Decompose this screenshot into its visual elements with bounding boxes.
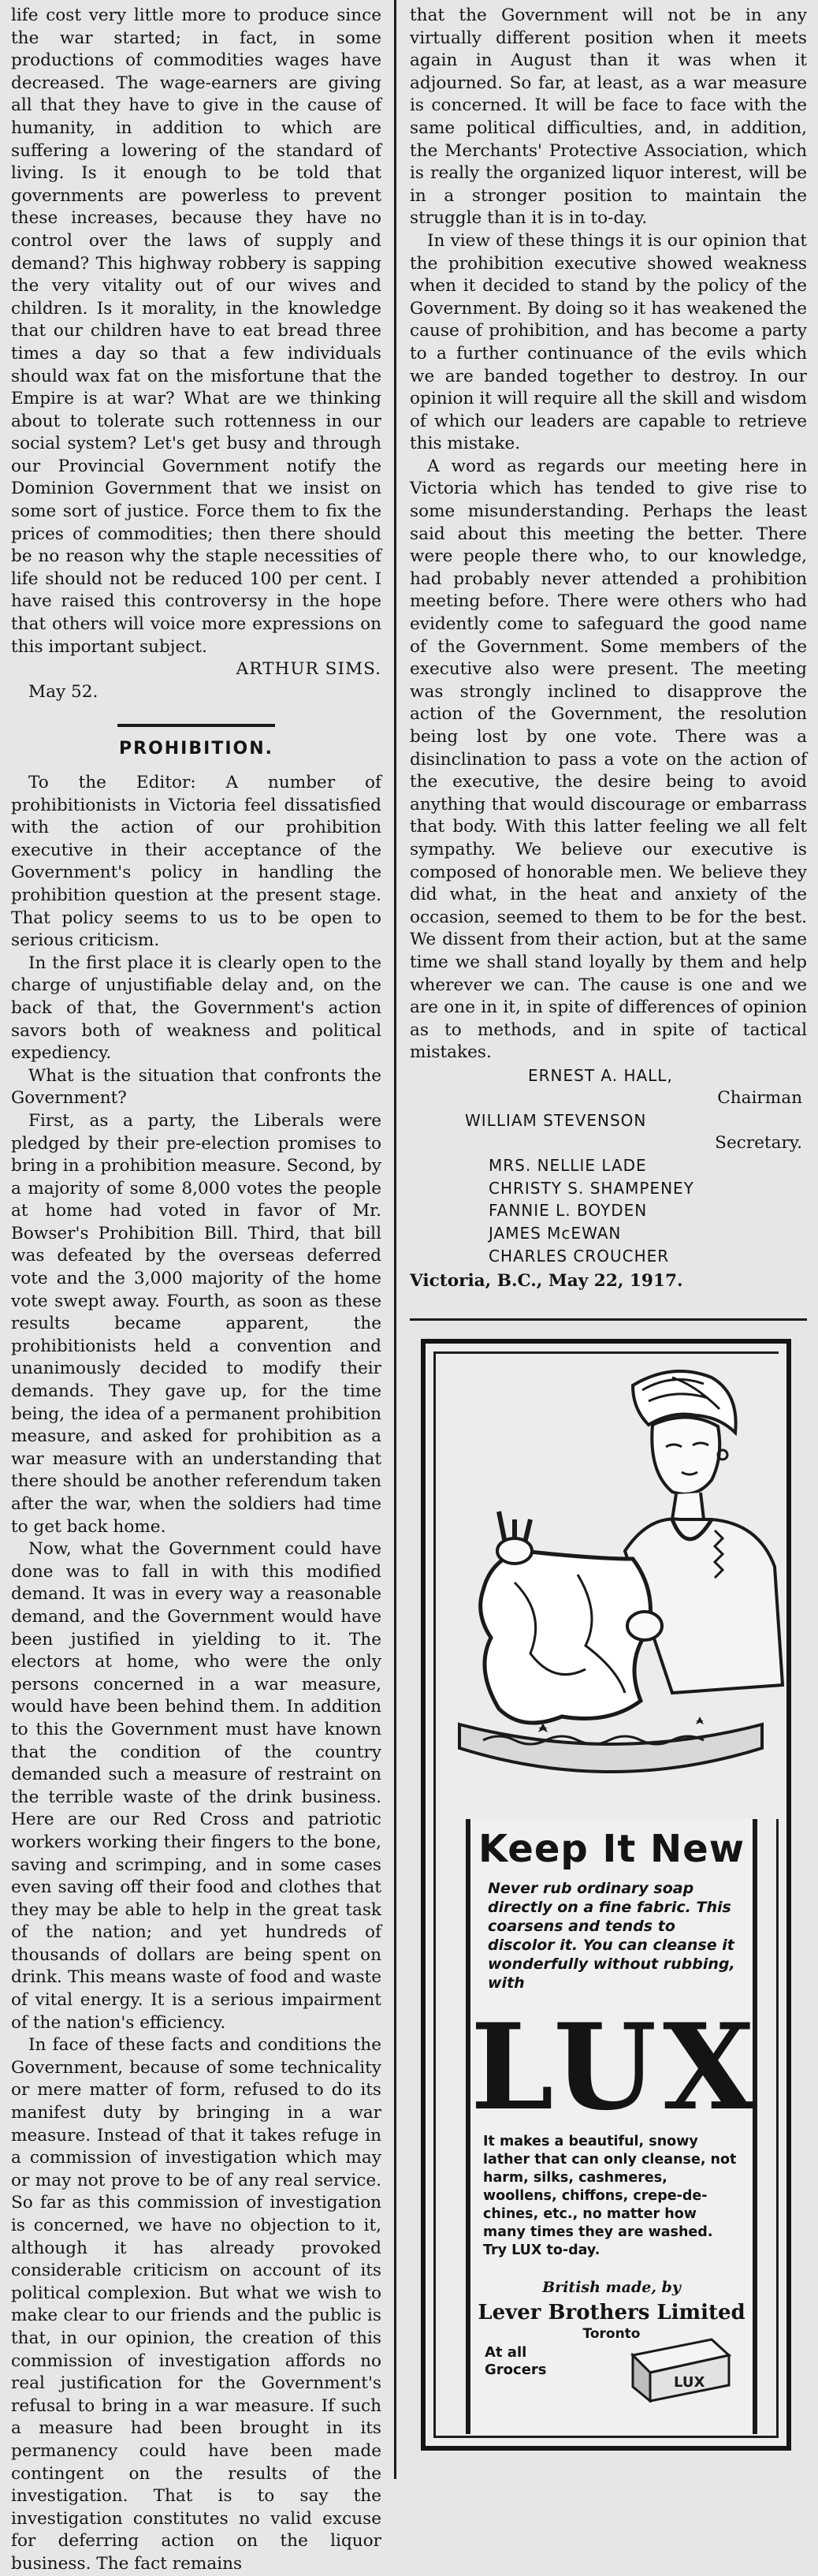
paragraph: that the Government will not be in any virtually different position when it meets again in August than it was when it adjourned. So far, at least, as a war measure is concerned. It will be face to face with the same political difficulties, and, in addition, the Merchants' Protective Association, which is really the organized liquor interest, will be in a stronger position to maintain the struggle than it is in to-day. [410, 6, 807, 229]
company-name: Lever Brothers Limited [478, 2301, 745, 2324]
company-city: Toronto [582, 2326, 641, 2342]
lux-package-icon [625, 2332, 735, 2403]
ad-copy: It makes a beautiful, snowy lather that can only cleanse, not harm, silks, cashmeres, woollens, chiffons, crepe-de-chines, etc., no matter how many times they are washed. Try LUX to-day. [483, 2134, 737, 2258]
letter-text: life cost very little more to produce since the war started; in fact, in some productions of commodities wages have decreased. The wage-earners are giving all that they have to give in the cause of humanity, in addition to which are suffering a lowering of the standard of living. Is it enough to be told that governments are powerless to prevent these increases, because they have no control over the laws of supply and demand? This highway robbery is sapping the very vitality out of our wives and children. Is it morality, in the knowledge that our children have to eat bread three times a day so that a few individuals should wax fat on the misfortune that the Empire is at war? What are we thinking about to tolerate such rottenness in our social system? Let's get busy and through our Provincial Government notify the Dominion Government that we insist on some sort of justice. Force them to fix the prices of commodities; then there should be no reason why the staple necessities of life should not be reduced 100 per cent. I have raised this controversy in the hope that others will voice more expressions on this important subject. [11, 6, 381, 657]
member-name: FANNIE L. BOYDEN [489, 1201, 648, 1221]
made-by: British made, by [542, 2279, 681, 2296]
ad-headline: Keep It New [478, 1827, 745, 1871]
left-column [11, 5, 386, 2576]
paragraph: Now, what the Government could have done was to fall in with this modified demand. It was in every way a reasonable demand, and the Government would have been justified in yielding to it. The electors at home, who were the only persons concerned in a war measure, would have been behind them. In addition to this the Government must have known that the condition of the country demanded such a measure of restraint on the terrible waste of the drink business. Here are our Red Cross and patriotic workers working their fingers to the bone, saving and scrimping, and in some cases even saving off their food and clothes that they may be able to help in the great task of the nation; and yet hundreds of thousands of dollars are being spent on drink. This means waste of food and waste of vital energy. It is a serious impairment of the nation's efficiency. [11, 1539, 381, 2033]
place-date: Victoria, B.C., May 22, 1917. [410, 1271, 683, 1292]
paragraph: What is the situation that confronts the Government? [11, 1065, 381, 1109]
member-name: MRS. NELLIE LADE [489, 1156, 647, 1176]
paragraph: In the first place it is clearly open to the charge of unjustifiable delay and, on the back of that, the Government's action savors both of weakness and political expediency. [11, 952, 381, 1064]
paragraph: In face of these facts and conditions the Government, because of some technicality or mere matter of form, refused to do its manifest duty by bringing in a war measure. Instead of that it takes refuge in a commission of investigation which may or may not prove to be of any real service. So far as this commission of investigation is concerned, we have no objection to it, although it has already provoked considerable criticism on account of its political complexion. But what we wish to make clear to our friends and the public is that, in our opinion, the creation of this commission of investigation affords no real justification for the Government's refusal to bring in a war measure. If such a measure had been brought in its permanency could have been made contingent on the results of the investigation. That is to say the investigation constitutes no valid excuse for deferring action on the liquor business. The fact remains [11, 2035, 381, 2574]
column-divider [394, 0, 396, 2479]
chairman-name: ERNEST A. HALL, [528, 1065, 673, 1085]
chairman-title: Chairman [717, 1087, 802, 1108]
grocer-note [485, 2344, 547, 2379]
letter-date: May 52. [28, 681, 99, 702]
paragraph: A word as regards our meeting here in Victoria which has tended to give rise to some misunderstanding. Perhaps the least said about this meeting the better. There were people there who, to our knowledge, had probably never attended a prohibition meeting before. There were others who had evidently come to safeguard the good name of the Government. Some members of the executive also were present. The meeting was strongly inclined to disapprove the action of the Government, the resolution being lost by one vote. There was a disinclination to pass a vote on the action of the executive, the desire being to avoid anything that would discourage or embarrass that body. With this latter feeling we all felt sympathy. We believe our executive is composed of honorable men. We believe they did what, in the heat and anxiety of the occasion, seemed to them to be for the best. We dissent from their action, but at the same time we shall stand loyally by them and help wherever we can. The cause is one and we are one in it, in spite of differences of opinion as to methods, and in spite of tactical mistakes. [410, 456, 807, 1063]
ad-frame [433, 1351, 779, 2438]
paragraph: First, as a party, the Liberals were pledged by their pre-election promises to bring in a prohibition measure. Second, by a majority of some 8,000 votes the people at home had voted in favor of Mr. Bowser's Prohibition Bill. Third, that bill was defeated by the overseas deferred vote and the 3,000 majority of the home vote swept away. Fourth, as soon as these results became apparent, the prohibitionists held a convention and unanimously decided to modify their demands. They gave up, for the time being, the idea of a permanent prohibition measure, and asked for prohibition as a war measure with an understanding that there should be another referendum taken after the war, when the soldiers had time to get back home. [11, 1110, 381, 1537]
member-name: JAMES McEWAN [489, 1224, 622, 1243]
secretary-title: Secretary. [715, 1132, 802, 1153]
secretary-name: WILLIAM STEVENSON [465, 1111, 647, 1131]
section-heading: PROHIBITION. [117, 724, 275, 761]
right-column [410, 5, 807, 1293]
member-name: CHRISTY S. SHAMPENEY [489, 1178, 694, 1198]
product-panel [466, 1819, 761, 2434]
section-rule [410, 1318, 807, 1321]
ad-intro: Never rub ordinary soap directly on a fine fabric. This coarsens and tends to discolor it. You can cleanse it wonderfully without rubbing, with [488, 1880, 735, 1992]
lux-advertisement [421, 1339, 791, 2451]
grocer-line: At all [485, 2344, 527, 2361]
woman-illustration [436, 1354, 786, 1819]
package-label: LUX [674, 2374, 705, 2391]
brand-name: LUX [470, 1998, 761, 2137]
letter-signature: ARTHUR SIMS. [236, 659, 381, 680]
paragraph: To the Editor: A number of prohibitionists in Victoria feel dissatisfied with the action of our prohibition executive in their acceptance of the Government's policy in handling the prohibition question at the present stage. That policy seems to us to be open to serious criticism. [11, 773, 381, 951]
member-name: CHARLES CROUCHER [489, 1246, 670, 1266]
paragraph: In view of these things it is our opinion that the prohibition executive showed weakness when it decided to stand by the policy of the Government. By doing so it has weakened the cause of prohibition, and has become a party to a further continuance of the evils which we are banded together to destroy. In our opinion it will require all the skill and wisdom of which our leaders are capable to retrieve this mistake. [410, 230, 807, 454]
grocer-line: Grocers [485, 2362, 547, 2378]
